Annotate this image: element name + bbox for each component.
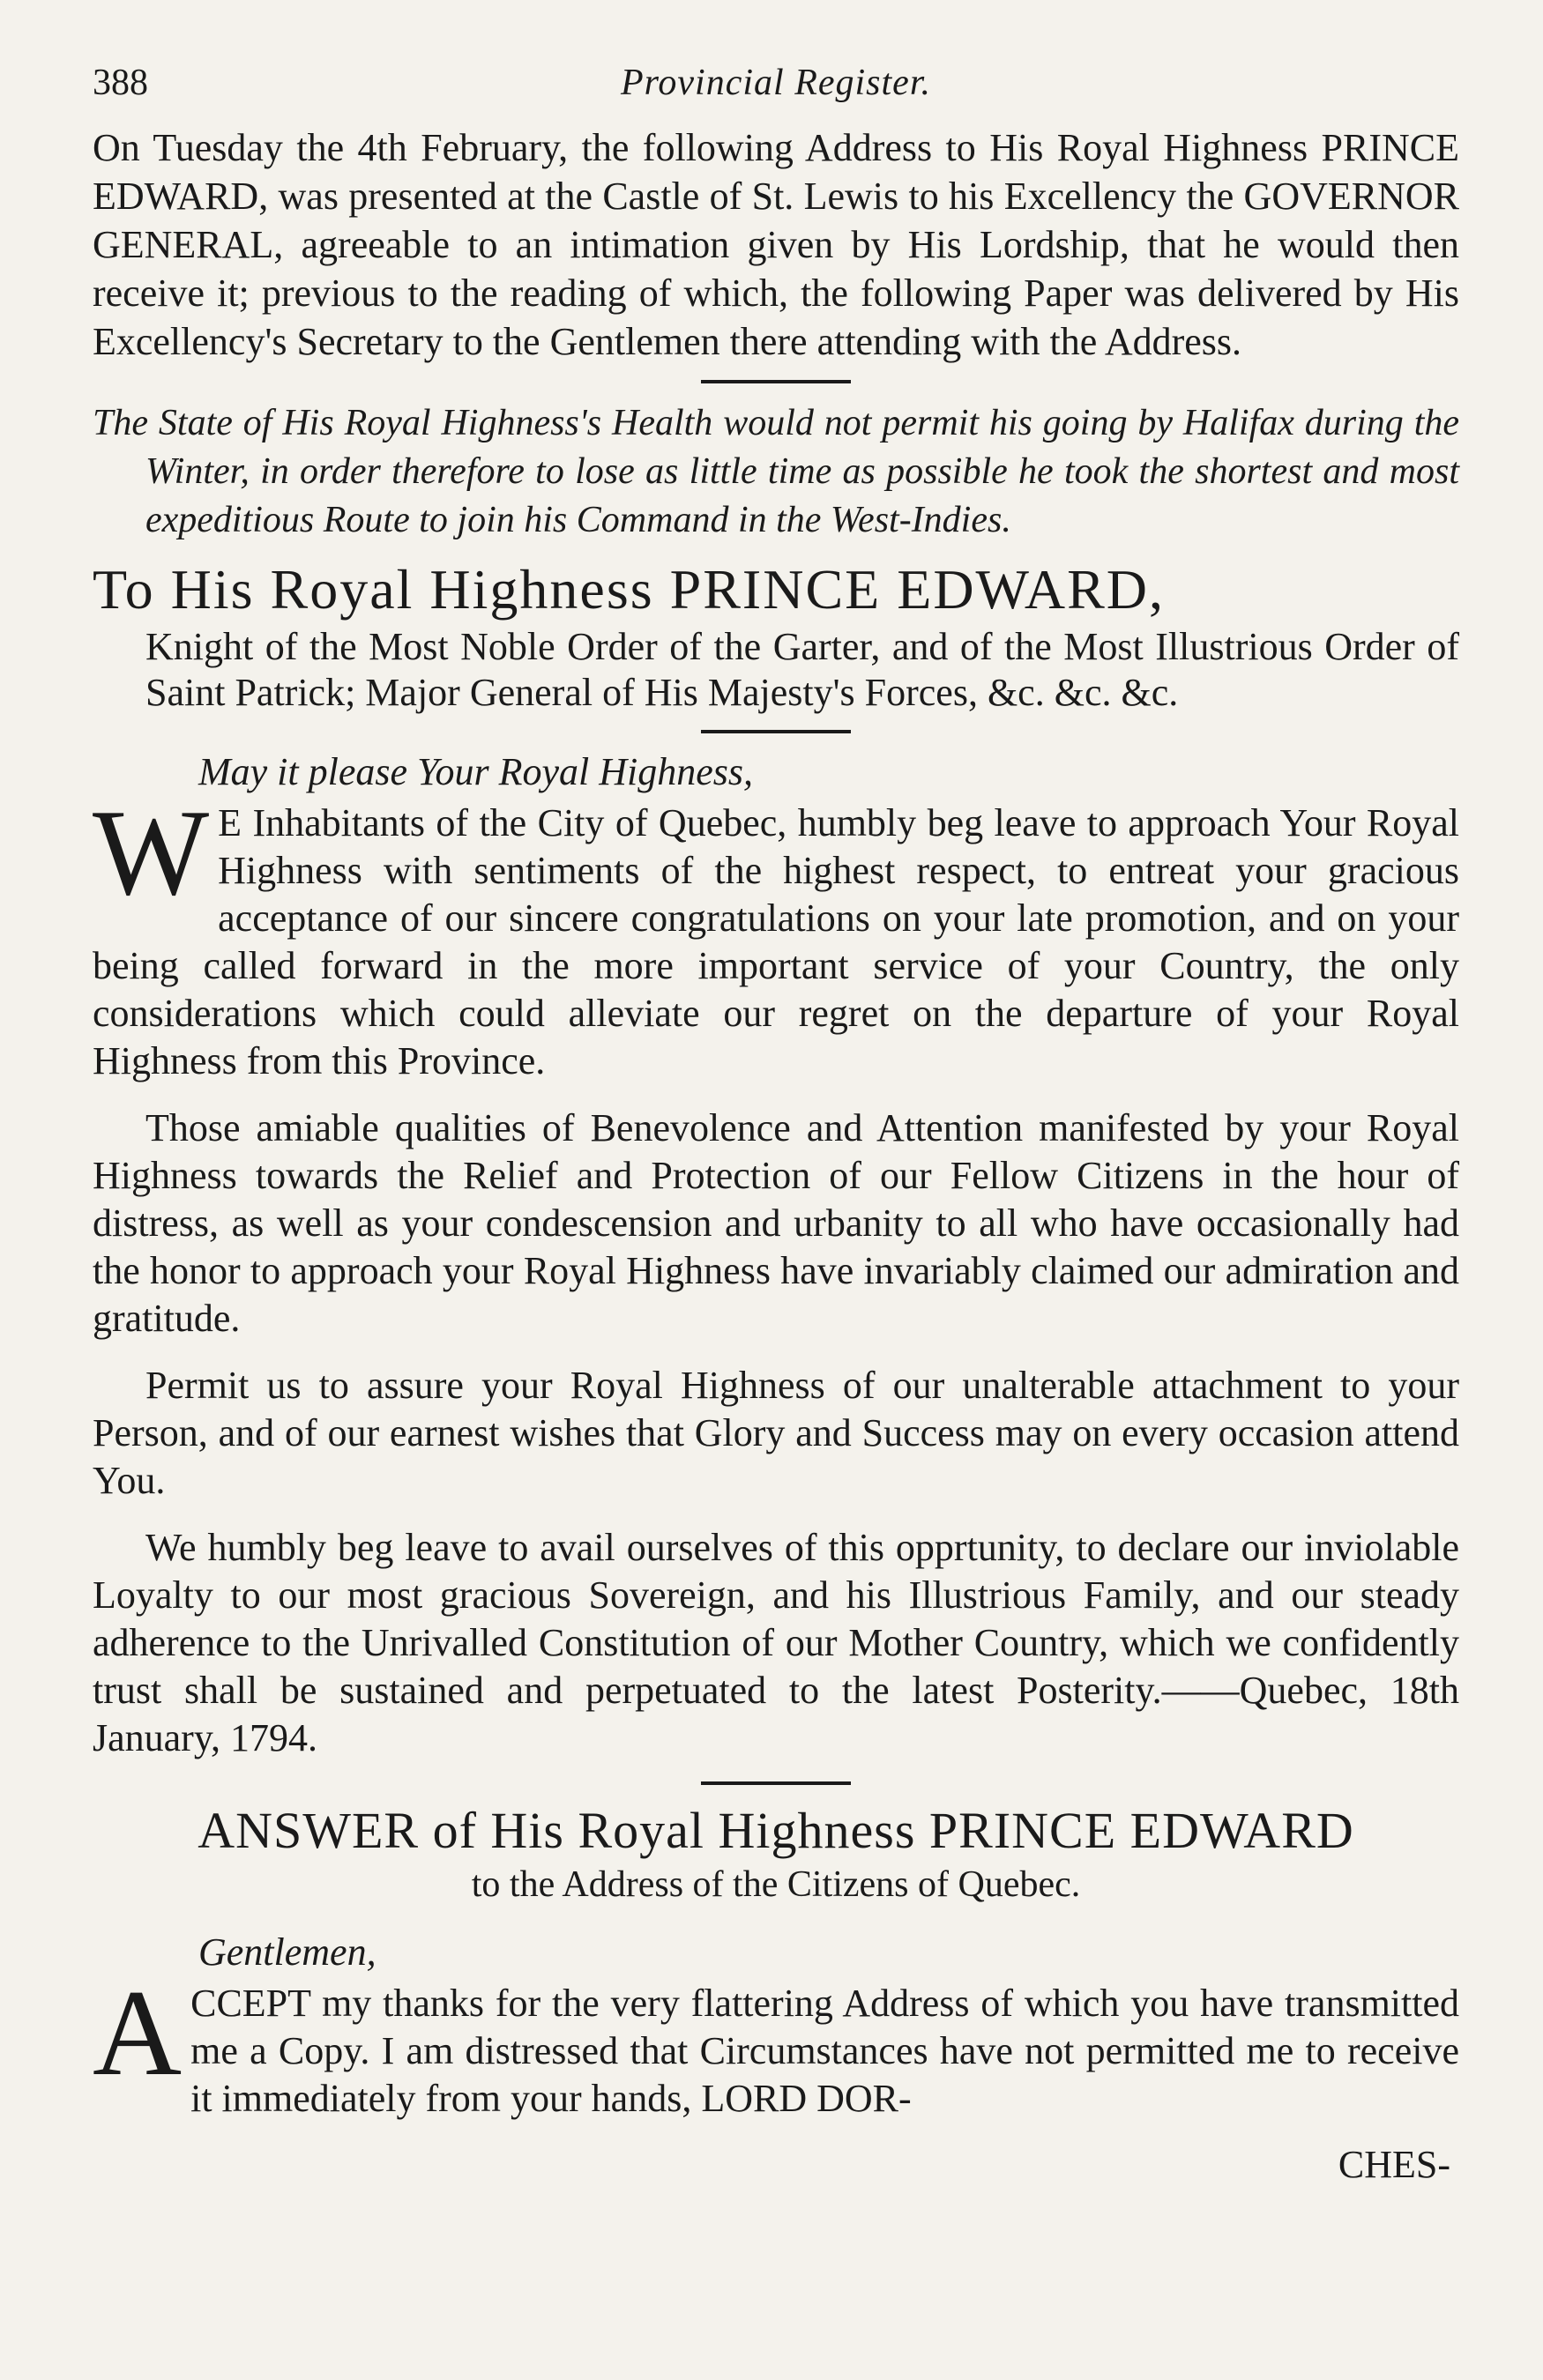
- intro-paragraph-block: [93, 123, 1459, 366]
- section-rule: [701, 1781, 851, 1785]
- answer-paragraph: [93, 1965, 1459, 2123]
- answer-salutation: Gentlemen,: [198, 1930, 376, 1974]
- address-paragraph-4: We humbly beg leave to avail ourselves of this opprtunity, to declare our inviolable Loyalty to our most gracious Sovereign, and his Illustrious Family, and our steady adherence to the Unrivalled Constitution of our Mother Country, which we confidently trust shall be sustained and perpetuated to the latest Posterity.——Quebec, 18th January, 1794.: [93, 1526, 1459, 1759]
- page-number: 388: [93, 63, 148, 103]
- answer-title: ANSWER of His Royal Highness PRINCE EDWARD: [198, 1802, 1354, 1859]
- answer-paragraph-text: CCEPT my thanks for the very flattering Address of which you have transmitted me a Copy. I am distressed that Circumstances have not permitted me to receive it immediately from your hands, LORD DOR-: [190, 1982, 1459, 2120]
- intro-paragraph: On Tuesday the 4th February, the following Address to His Royal Highness PRINCE EDWARD, was presented at the Castle of St. Lewis to his Excellency the GOVERNOR GENERAL, agreeable to an intimation given by His Lordship, that he would then receive it; previous to the reading of which, the following Paper was delivered by His Excellency's Secretary to the Gentlemen there attending with the Address.: [93, 126, 1459, 363]
- address-paragraph-1-text: E Inhabitants of the City of Quebec, humbly beg leave to approach Your Royal Highness with sentiments of the highest respect, to entreat your gracious acceptance of our sincere congratulations on your late promotion, and on your being called forward in the more important service of your Country, the only considerations which could alleviate our regret on the departure of your Royal Highness from this Province.: [93, 801, 1459, 1082]
- running-title: Provincial Register.: [620, 63, 932, 103]
- address-subtitle-block: [93, 624, 1459, 716]
- address-subtitle: Knight of the Most Noble Order of the Garter, and of the Most Illustrious Order of Saint Patrick; Major General of His Majesty's Forces, &c. &c. &c.: [145, 625, 1459, 714]
- address-paragraph-1: [93, 785, 1459, 1085]
- notice-block: [93, 399, 1459, 545]
- address-paragraph-2: Those amiable qualities of Benevolence and Attention manifested by your Royal Highness towards the Relief and Protection of our Fellow Citizens in the hour of distress, as well as your condescension and urbanity to all who have occasionally had the honor to approach your Royal Highness have invariably claimed our admiration and gratitude.: [93, 1106, 1459, 1340]
- address-paragraph-3: Permit us to assure your Royal Highness of our unalterable attachment to your Person, and of our earnest wishes that Glory and Success may on every occasion attend You.: [93, 1364, 1459, 1502]
- drop-cap: A: [93, 1965, 183, 2101]
- answer-body: [93, 1965, 1459, 2123]
- catchword: CHES-: [1338, 2143, 1450, 2186]
- page-header: [93, 62, 1459, 123]
- address-salutation: May it please Your Royal Highness,: [198, 750, 753, 793]
- address-title: To His Royal Highness PRINCE EDWARD,: [93, 558, 1165, 621]
- answer-subtitle: to the Address of the Citizens of Quebec.: [471, 1864, 1081, 1905]
- drop-cap: W: [93, 785, 210, 921]
- section-rule: [701, 730, 851, 733]
- section-rule: [701, 380, 851, 383]
- address-body: [93, 785, 1459, 1762]
- notice-paragraph: The State of His Royal Highness's Health would not permit his going by Halifax during the Winter, in order therefore to lose as little time as possible he took the shortest and most expeditious Route to join his Command in the West-Indies.: [93, 403, 1459, 540]
